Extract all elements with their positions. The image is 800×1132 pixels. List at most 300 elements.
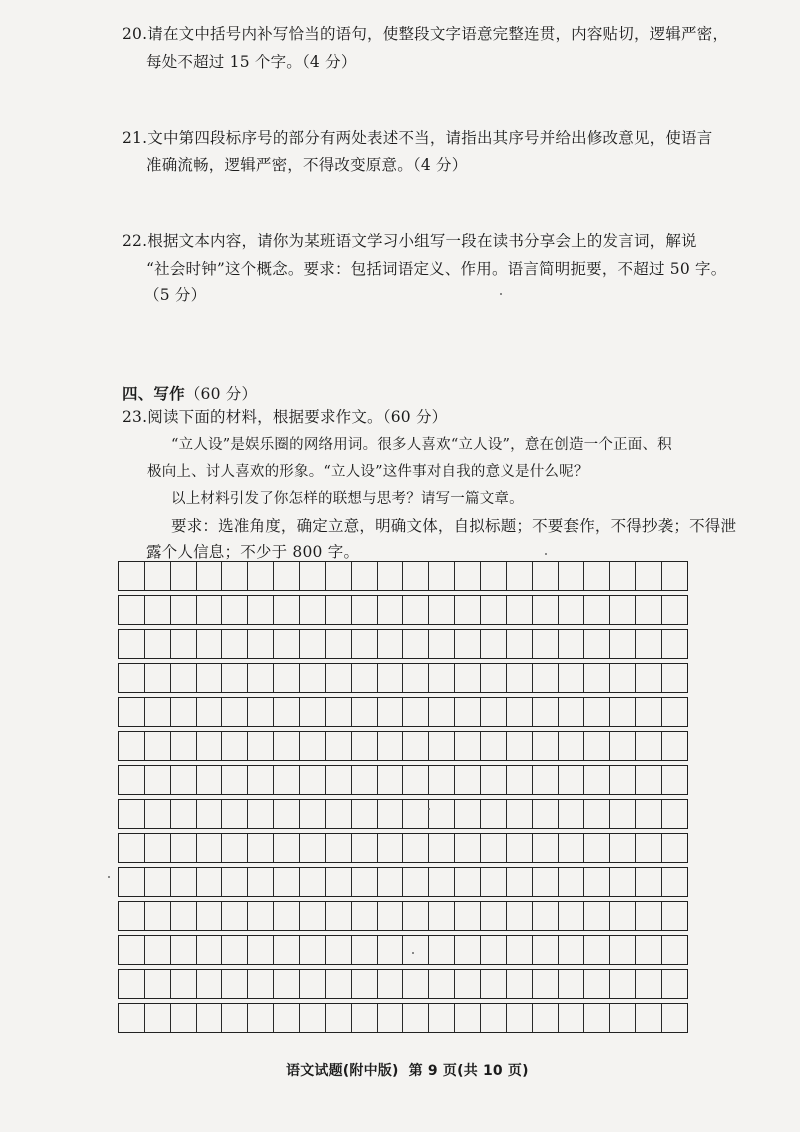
grid-cell[interactable] <box>610 630 636 658</box>
grid-cell[interactable] <box>119 698 145 726</box>
grid-cell[interactable] <box>429 800 455 828</box>
grid-cell[interactable] <box>481 1004 507 1032</box>
grid-cell[interactable] <box>352 834 378 862</box>
grid-cell[interactable] <box>403 766 429 794</box>
grid-cell[interactable] <box>610 664 636 692</box>
grid-cell[interactable] <box>559 664 585 692</box>
grid-cell[interactable] <box>145 664 171 692</box>
grid-cell[interactable] <box>274 732 300 760</box>
grid-cell[interactable] <box>662 970 687 998</box>
grid-cell[interactable] <box>248 902 274 930</box>
grid-cell[interactable] <box>222 936 248 964</box>
grid-cell[interactable] <box>455 732 481 760</box>
grid-cell[interactable] <box>584 970 610 998</box>
grid-cell[interactable] <box>378 936 404 964</box>
grid-cell[interactable] <box>222 868 248 896</box>
grid-cell[interactable] <box>507 732 533 760</box>
grid-cell[interactable] <box>352 630 378 658</box>
grid-cell[interactable] <box>300 698 326 726</box>
grid-cell[interactable] <box>352 698 378 726</box>
grid-cell[interactable] <box>171 698 197 726</box>
grid-cell[interactable] <box>300 902 326 930</box>
grid-cell[interactable] <box>145 562 171 590</box>
grid-cell[interactable] <box>481 970 507 998</box>
grid-cell[interactable] <box>662 766 687 794</box>
grid-cell[interactable] <box>300 766 326 794</box>
grid-cell[interactable] <box>455 630 481 658</box>
grid-cell[interactable] <box>119 800 145 828</box>
grid-cell[interactable] <box>171 800 197 828</box>
grid-cell[interactable] <box>403 800 429 828</box>
grid-cell[interactable] <box>584 562 610 590</box>
grid-cell[interactable] <box>171 664 197 692</box>
grid-cell[interactable] <box>533 664 559 692</box>
grid-cell[interactable] <box>636 698 662 726</box>
grid-cell[interactable] <box>455 562 481 590</box>
grid-cell[interactable] <box>533 766 559 794</box>
grid-cell[interactable] <box>636 664 662 692</box>
grid-cell[interactable] <box>352 800 378 828</box>
grid-cell[interactable] <box>429 766 455 794</box>
grid-cell[interactable] <box>403 902 429 930</box>
grid-cell[interactable] <box>119 834 145 862</box>
grid-cell[interactable] <box>197 970 223 998</box>
grid-cell[interactable] <box>610 698 636 726</box>
grid-cell[interactable] <box>248 936 274 964</box>
grid-cell[interactable] <box>171 834 197 862</box>
grid-cell[interactable] <box>300 868 326 896</box>
grid-cell[interactable] <box>145 732 171 760</box>
grid-cell[interactable] <box>662 800 687 828</box>
grid-cell[interactable] <box>533 902 559 930</box>
grid-cell[interactable] <box>197 698 223 726</box>
grid-cell[interactable] <box>559 596 585 624</box>
grid-cell[interactable] <box>584 766 610 794</box>
grid-cell[interactable] <box>326 766 352 794</box>
grid-cell[interactable] <box>481 834 507 862</box>
grid-cell[interactable] <box>455 664 481 692</box>
grid-cell[interactable] <box>222 1004 248 1032</box>
grid-cell[interactable] <box>326 562 352 590</box>
grid-cell[interactable] <box>481 868 507 896</box>
grid-cell[interactable] <box>429 1004 455 1032</box>
grid-cell[interactable] <box>403 698 429 726</box>
grid-cell[interactable] <box>300 664 326 692</box>
grid-cell[interactable] <box>559 562 585 590</box>
grid-cell[interactable] <box>326 698 352 726</box>
grid-cell[interactable] <box>481 936 507 964</box>
grid-cell[interactable] <box>222 970 248 998</box>
grid-cell[interactable] <box>610 936 636 964</box>
grid-cell[interactable] <box>171 902 197 930</box>
grid-cell[interactable] <box>171 936 197 964</box>
grid-cell[interactable] <box>610 1004 636 1032</box>
grid-cell[interactable] <box>636 732 662 760</box>
grid-cell[interactable] <box>378 868 404 896</box>
grid-cell[interactable] <box>455 800 481 828</box>
grid-cell[interactable] <box>248 596 274 624</box>
grid-cell[interactable] <box>274 562 300 590</box>
grid-cell[interactable] <box>171 970 197 998</box>
grid-cell[interactable] <box>533 936 559 964</box>
grid-cell[interactable] <box>274 630 300 658</box>
grid-cell[interactable] <box>662 698 687 726</box>
grid-cell[interactable] <box>171 766 197 794</box>
grid-cell[interactable] <box>274 970 300 998</box>
grid-cell[interactable] <box>274 698 300 726</box>
grid-cell[interactable] <box>610 868 636 896</box>
grid-cell[interactable] <box>662 902 687 930</box>
grid-cell[interactable] <box>145 698 171 726</box>
grid-cell[interactable] <box>145 970 171 998</box>
grid-cell[interactable] <box>662 936 687 964</box>
grid-cell[interactable] <box>274 800 300 828</box>
grid-cell[interactable] <box>378 664 404 692</box>
grid-cell[interactable] <box>326 970 352 998</box>
grid-cell[interactable] <box>145 800 171 828</box>
grid-cell[interactable] <box>584 630 610 658</box>
grid-cell[interactable] <box>378 630 404 658</box>
grid-cell[interactable] <box>119 562 145 590</box>
grid-cell[interactable] <box>455 698 481 726</box>
grid-cell[interactable] <box>300 596 326 624</box>
grid-cell[interactable] <box>403 970 429 998</box>
grid-cell[interactable] <box>481 766 507 794</box>
grid-cell[interactable] <box>352 562 378 590</box>
grid-cell[interactable] <box>559 732 585 760</box>
grid-cell[interactable] <box>248 834 274 862</box>
grid-cell[interactable] <box>533 868 559 896</box>
grid-cell[interactable] <box>533 732 559 760</box>
grid-cell[interactable] <box>533 698 559 726</box>
grid-cell[interactable] <box>429 970 455 998</box>
grid-cell[interactable] <box>197 868 223 896</box>
grid-cell[interactable] <box>507 766 533 794</box>
grid-cell[interactable] <box>507 698 533 726</box>
grid-cell[interactable] <box>636 562 662 590</box>
grid-cell[interactable] <box>662 562 687 590</box>
grid-cell[interactable] <box>300 1004 326 1032</box>
grid-cell[interactable] <box>533 834 559 862</box>
grid-cell[interactable] <box>145 936 171 964</box>
grid-cell[interactable] <box>636 834 662 862</box>
grid-cell[interactable] <box>507 868 533 896</box>
grid-cell[interactable] <box>533 800 559 828</box>
grid-cell[interactable] <box>636 902 662 930</box>
grid-cell[interactable] <box>197 732 223 760</box>
grid-cell[interactable] <box>326 664 352 692</box>
grid-cell[interactable] <box>636 1004 662 1032</box>
grid-cell[interactable] <box>507 936 533 964</box>
grid-cell[interactable] <box>533 970 559 998</box>
grid-cell[interactable] <box>352 868 378 896</box>
grid-cell[interactable] <box>610 800 636 828</box>
grid-cell[interactable] <box>222 630 248 658</box>
grid-cell[interactable] <box>119 902 145 930</box>
grid-cell[interactable] <box>378 1004 404 1032</box>
grid-cell[interactable] <box>559 902 585 930</box>
grid-cell[interactable] <box>455 596 481 624</box>
grid-cell[interactable] <box>352 766 378 794</box>
grid-cell[interactable] <box>507 800 533 828</box>
grid-cell[interactable] <box>222 698 248 726</box>
grid-cell[interactable] <box>507 664 533 692</box>
grid-cell[interactable] <box>326 732 352 760</box>
grid-cell[interactable] <box>248 766 274 794</box>
grid-cell[interactable] <box>636 868 662 896</box>
grid-cell[interactable] <box>248 562 274 590</box>
grid-cell[interactable] <box>119 732 145 760</box>
grid-cell[interactable] <box>455 1004 481 1032</box>
grid-cell[interactable] <box>197 596 223 624</box>
grid-cell[interactable] <box>248 1004 274 1032</box>
grid-cell[interactable] <box>326 868 352 896</box>
grid-cell[interactable] <box>584 834 610 862</box>
grid-cell[interactable] <box>326 902 352 930</box>
grid-cell[interactable] <box>507 596 533 624</box>
grid-cell[interactable] <box>145 766 171 794</box>
grid-cell[interactable] <box>197 1004 223 1032</box>
grid-cell[interactable] <box>481 630 507 658</box>
grid-cell[interactable] <box>222 562 248 590</box>
grid-cell[interactable] <box>403 936 429 964</box>
grid-cell[interactable] <box>455 936 481 964</box>
grid-cell[interactable] <box>636 596 662 624</box>
grid-cell[interactable] <box>455 868 481 896</box>
grid-cell[interactable] <box>119 596 145 624</box>
grid-cell[interactable] <box>378 766 404 794</box>
grid-cell[interactable] <box>429 596 455 624</box>
grid-cell[interactable] <box>378 800 404 828</box>
grid-cell[interactable] <box>197 630 223 658</box>
grid-cell[interactable] <box>584 664 610 692</box>
grid-cell[interactable] <box>559 936 585 964</box>
grid-cell[interactable] <box>559 834 585 862</box>
grid-cell[interactable] <box>145 902 171 930</box>
grid-cell[interactable] <box>662 630 687 658</box>
grid-cell[interactable] <box>119 868 145 896</box>
grid-cell[interactable] <box>610 732 636 760</box>
grid-cell[interactable] <box>274 936 300 964</box>
grid-cell[interactable] <box>455 766 481 794</box>
grid-cell[interactable] <box>145 868 171 896</box>
grid-cell[interactable] <box>248 630 274 658</box>
grid-cell[interactable] <box>559 766 585 794</box>
grid-cell[interactable] <box>171 1004 197 1032</box>
grid-cell[interactable] <box>403 834 429 862</box>
grid-cell[interactable] <box>559 868 585 896</box>
grid-cell[interactable] <box>274 664 300 692</box>
grid-cell[interactable] <box>119 936 145 964</box>
grid-cell[interactable] <box>403 732 429 760</box>
grid-cell[interactable] <box>507 970 533 998</box>
grid-cell[interactable] <box>429 664 455 692</box>
grid-cell[interactable] <box>610 834 636 862</box>
grid-cell[interactable] <box>429 936 455 964</box>
grid-cell[interactable] <box>248 698 274 726</box>
grid-cell[interactable] <box>455 834 481 862</box>
grid-cell[interactable] <box>378 970 404 998</box>
grid-cell[interactable] <box>352 732 378 760</box>
grid-cell[interactable] <box>222 732 248 760</box>
grid-cell[interactable] <box>636 766 662 794</box>
grid-cell[interactable] <box>274 596 300 624</box>
grid-cell[interactable] <box>171 732 197 760</box>
grid-cell[interactable] <box>584 732 610 760</box>
grid-cell[interactable] <box>584 800 610 828</box>
grid-cell[interactable] <box>481 732 507 760</box>
grid-cell[interactable] <box>197 766 223 794</box>
grid-cell[interactable] <box>584 596 610 624</box>
grid-cell[interactable] <box>455 902 481 930</box>
grid-cell[interactable] <box>662 868 687 896</box>
grid-cell[interactable] <box>584 902 610 930</box>
grid-cell[interactable] <box>274 766 300 794</box>
grid-cell[interactable] <box>274 1004 300 1032</box>
grid-cell[interactable] <box>662 664 687 692</box>
grid-cell[interactable] <box>274 902 300 930</box>
grid-cell[interactable] <box>222 766 248 794</box>
grid-cell[interactable] <box>403 1004 429 1032</box>
grid-cell[interactable] <box>171 562 197 590</box>
grid-cell[interactable] <box>171 596 197 624</box>
grid-cell[interactable] <box>507 562 533 590</box>
grid-cell[interactable] <box>636 630 662 658</box>
grid-cell[interactable] <box>300 562 326 590</box>
grid-cell[interactable] <box>352 902 378 930</box>
grid-cell[interactable] <box>145 630 171 658</box>
grid-cell[interactable] <box>403 562 429 590</box>
grid-cell[interactable] <box>119 664 145 692</box>
grid-cell[interactable] <box>119 766 145 794</box>
grid-cell[interactable] <box>662 732 687 760</box>
grid-cell[interactable] <box>119 1004 145 1032</box>
grid-cell[interactable] <box>662 596 687 624</box>
grid-cell[interactable] <box>403 868 429 896</box>
grid-cell[interactable] <box>326 834 352 862</box>
grid-cell[interactable] <box>222 596 248 624</box>
grid-cell[interactable] <box>248 800 274 828</box>
grid-cell[interactable] <box>300 834 326 862</box>
grid-cell[interactable] <box>248 732 274 760</box>
grid-cell[interactable] <box>300 800 326 828</box>
grid-cell[interactable] <box>533 630 559 658</box>
grid-cell[interactable] <box>610 562 636 590</box>
grid-cell[interactable] <box>197 800 223 828</box>
grid-cell[interactable] <box>119 970 145 998</box>
grid-cell[interactable] <box>352 970 378 998</box>
grid-cell[interactable] <box>429 562 455 590</box>
grid-cell[interactable] <box>378 698 404 726</box>
grid-cell[interactable] <box>274 868 300 896</box>
grid-cell[interactable] <box>533 562 559 590</box>
grid-cell[interactable] <box>481 698 507 726</box>
grid-cell[interactable] <box>352 936 378 964</box>
grid-cell[interactable] <box>584 868 610 896</box>
grid-cell[interactable] <box>455 970 481 998</box>
grid-cell[interactable] <box>197 664 223 692</box>
grid-cell[interactable] <box>403 596 429 624</box>
grid-cell[interactable] <box>222 902 248 930</box>
grid-cell[interactable] <box>481 800 507 828</box>
grid-cell[interactable] <box>248 970 274 998</box>
grid-cell[interactable] <box>222 664 248 692</box>
grid-cell[interactable] <box>403 664 429 692</box>
grid-cell[interactable] <box>222 834 248 862</box>
grid-cell[interactable] <box>300 630 326 658</box>
grid-cell[interactable] <box>610 970 636 998</box>
grid-cell[interactable] <box>584 936 610 964</box>
grid-cell[interactable] <box>429 630 455 658</box>
grid-cell[interactable] <box>507 834 533 862</box>
grid-cell[interactable] <box>222 800 248 828</box>
grid-cell[interactable] <box>197 834 223 862</box>
grid-cell[interactable] <box>300 970 326 998</box>
grid-cell[interactable] <box>248 868 274 896</box>
grid-cell[interactable] <box>481 664 507 692</box>
grid-cell[interactable] <box>636 936 662 964</box>
grid-cell[interactable] <box>559 630 585 658</box>
grid-cell[interactable] <box>326 596 352 624</box>
grid-cell[interactable] <box>481 902 507 930</box>
grid-cell[interactable] <box>636 970 662 998</box>
grid-cell[interactable] <box>274 834 300 862</box>
grid-cell[interactable] <box>145 1004 171 1032</box>
grid-cell[interactable] <box>145 596 171 624</box>
grid-cell[interactable] <box>378 902 404 930</box>
grid-cell[interactable] <box>197 902 223 930</box>
grid-cell[interactable] <box>378 562 404 590</box>
grid-cell[interactable] <box>662 1004 687 1032</box>
grid-cell[interactable] <box>559 800 585 828</box>
grid-cell[interactable] <box>326 936 352 964</box>
grid-cell[interactable] <box>378 732 404 760</box>
grid-cell[interactable] <box>326 1004 352 1032</box>
grid-cell[interactable] <box>171 868 197 896</box>
grid-cell[interactable] <box>171 630 197 658</box>
grid-cell[interactable] <box>610 596 636 624</box>
grid-cell[interactable] <box>584 1004 610 1032</box>
grid-cell[interactable] <box>610 902 636 930</box>
grid-cell[interactable] <box>429 698 455 726</box>
grid-cell[interactable] <box>403 630 429 658</box>
grid-cell[interactable] <box>326 630 352 658</box>
grid-cell[interactable] <box>429 732 455 760</box>
grid-cell[interactable] <box>507 902 533 930</box>
grid-cell[interactable] <box>248 664 274 692</box>
grid-cell[interactable] <box>507 1004 533 1032</box>
grid-cell[interactable] <box>429 868 455 896</box>
grid-cell[interactable] <box>378 834 404 862</box>
grid-cell[interactable] <box>378 596 404 624</box>
grid-cell[interactable] <box>429 902 455 930</box>
grid-cell[interactable] <box>145 834 171 862</box>
grid-cell[interactable] <box>662 834 687 862</box>
grid-cell[interactable] <box>559 698 585 726</box>
grid-cell[interactable] <box>352 596 378 624</box>
grid-cell[interactable] <box>481 562 507 590</box>
grid-cell[interactable] <box>352 1004 378 1032</box>
grid-cell[interactable] <box>559 970 585 998</box>
grid-cell[interactable] <box>300 732 326 760</box>
grid-cell[interactable] <box>197 562 223 590</box>
grid-cell[interactable] <box>584 698 610 726</box>
grid-cell[interactable] <box>197 936 223 964</box>
grid-cell[interactable] <box>326 800 352 828</box>
grid-cell[interactable] <box>610 766 636 794</box>
grid-cell[interactable] <box>533 596 559 624</box>
grid-cell[interactable] <box>481 596 507 624</box>
